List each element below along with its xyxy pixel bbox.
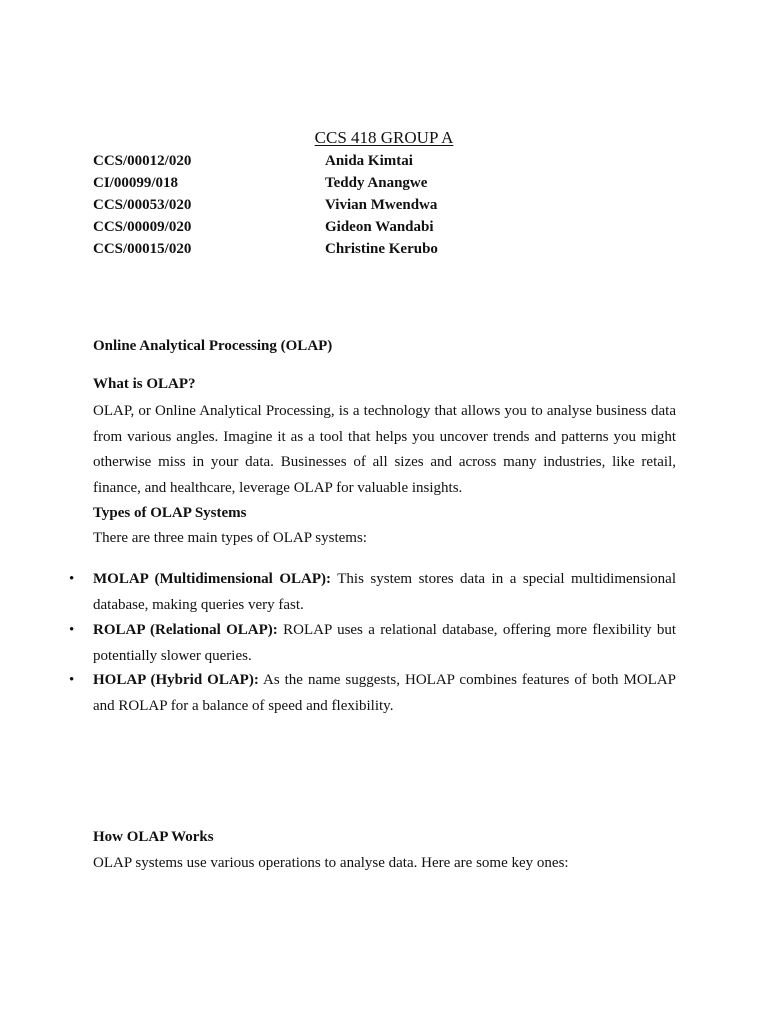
types-intro: There are three main types of OLAP systems: — [93, 530, 367, 546]
olap-type-term: MOLAP (Multidimensional OLAP): — [93, 571, 331, 587]
olap-type-item — [93, 567, 676, 618]
olap-type-item — [93, 618, 676, 669]
member-id: CCS/00012/020 — [93, 153, 192, 169]
document-title: CCS 418 GROUP A — [314, 128, 454, 147]
olap-type-description: This system stores data in a special multidimensional database, making queries very fast. — [93, 571, 676, 613]
how-olap-works-paragraph: OLAP systems use various operations to analyse data. Here are some key ones: — [93, 855, 569, 871]
what-is-olap-heading: What is OLAP? — [93, 376, 196, 392]
member-id: CCS/00053/020 — [93, 197, 192, 213]
member-id: CI/00099/018 — [93, 175, 179, 191]
what-is-olap-paragraph: OLAP, or Online Analytical Processing, is a technology that allows you to analyse business data from various angles. Imagine it as a tool that helps you uncover trends and patterns you might otherwise miss in your data. Businesses of all sizes and across many industries, like retail, finance, and healthcare, leverage OLAP for valuable insights. — [93, 403, 676, 496]
bullet-marker: • — [69, 672, 75, 688]
olap-type-term: HOLAP (Hybrid OLAP): — [93, 672, 259, 688]
olap-type-description: As the name suggests, HOLAP combines features of both MOLAP and ROLAP for a balance of speed and flexibility. — [93, 672, 676, 714]
member-id: CCS/00015/020 — [93, 241, 192, 257]
member-id: CCS/00009/020 — [93, 219, 192, 235]
section-title: Online Analytical Processing (OLAP) — [93, 338, 333, 354]
member-name: Vivian Mwendwa — [325, 197, 438, 213]
member-name: Gideon Wandabi — [325, 219, 434, 235]
olap-type-term: ROLAP (Relational OLAP): — [93, 622, 278, 638]
bullet-marker: • — [69, 571, 75, 587]
member-name: Christine Kerubo — [325, 241, 438, 257]
member-name: Anida Kimtai — [325, 153, 413, 169]
olap-type-description: ROLAP uses a relational database, offering more flexibility but potentially slower queries. — [93, 622, 676, 664]
types-heading: Types of OLAP Systems — [93, 505, 247, 521]
bullet-marker: • — [69, 622, 75, 638]
olap-type-item — [93, 668, 676, 719]
how-olap-works-heading: How OLAP Works — [93, 829, 214, 845]
member-name: Teddy Anangwe — [325, 175, 428, 191]
